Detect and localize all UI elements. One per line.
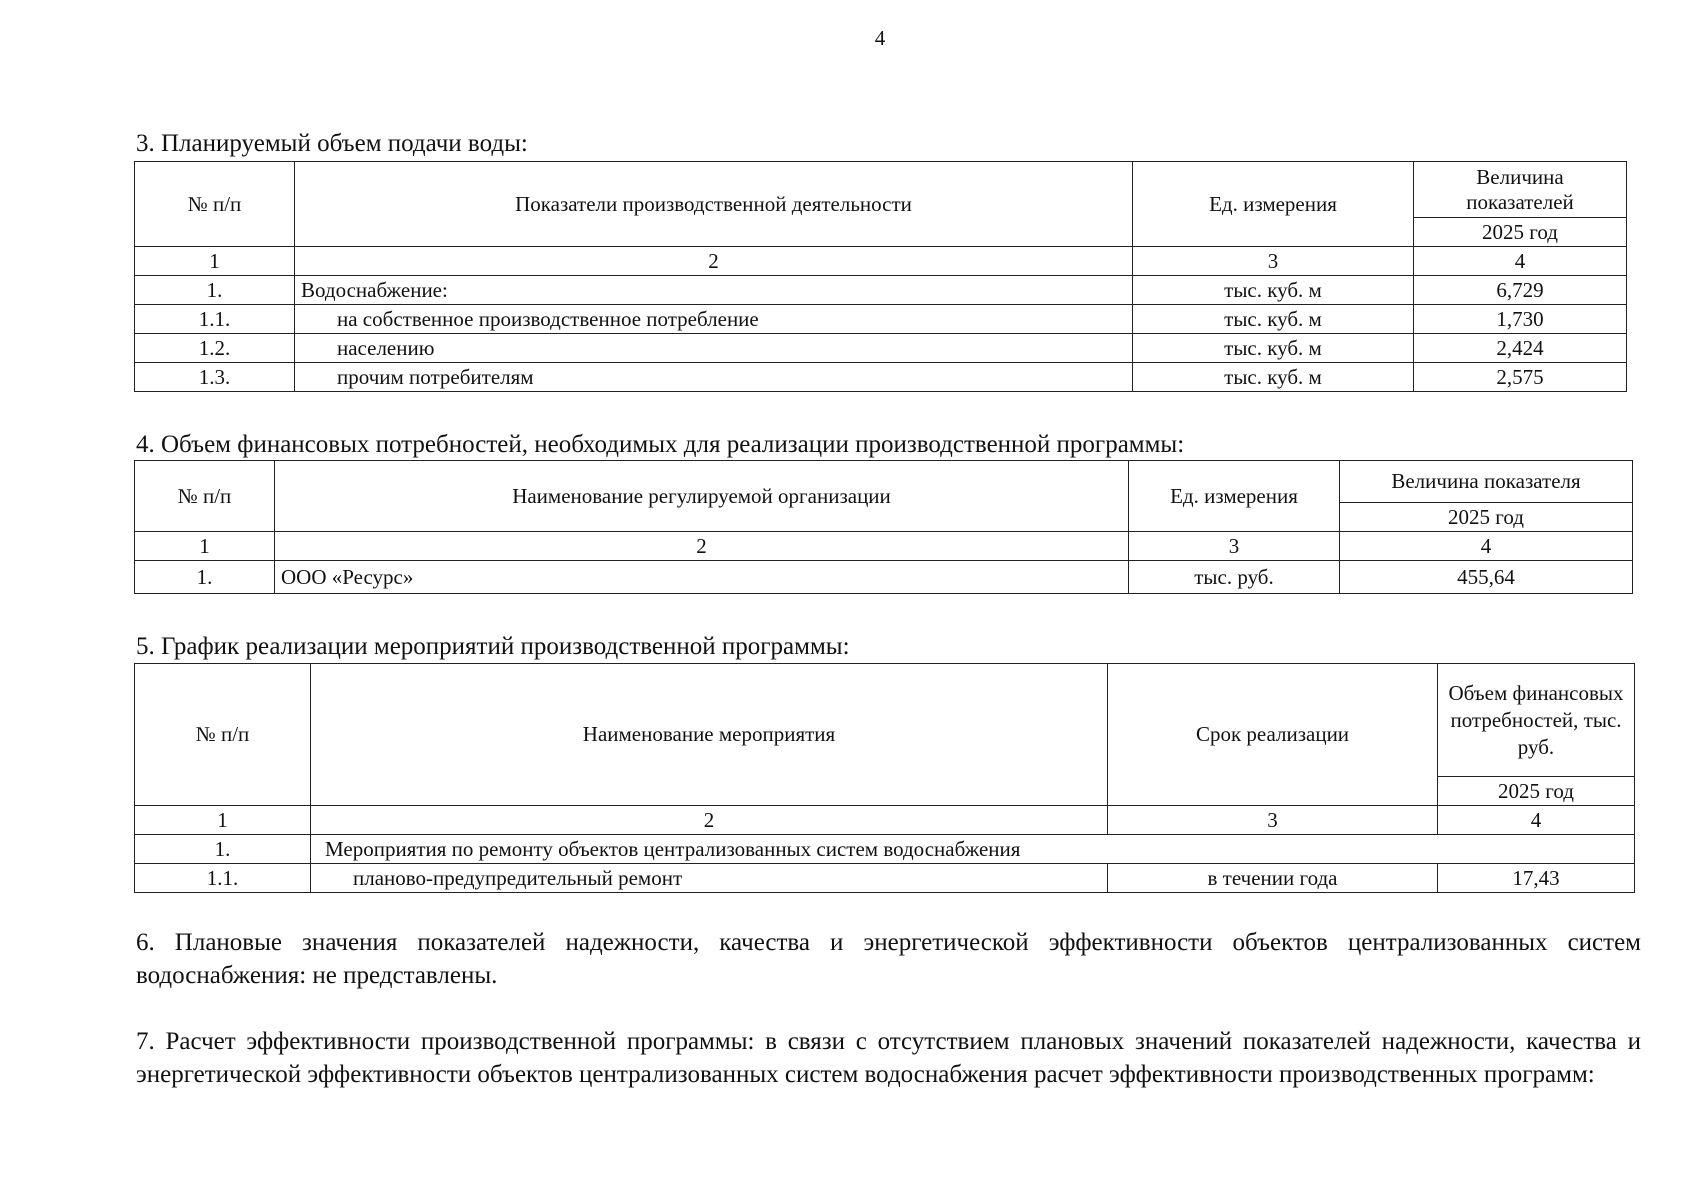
row-value: 6,729 xyxy=(1414,276,1627,305)
header-measure: Наименование мероприятия xyxy=(311,664,1108,806)
row-value: 2,424 xyxy=(1414,334,1627,363)
row-name: прочим потребителям xyxy=(295,363,1133,392)
header-num: № п/п xyxy=(135,461,275,532)
financial-needs-table xyxy=(134,460,1633,594)
table-row xyxy=(135,334,1627,363)
group-name: Мероприятия по ремонту объектов централизованных систем водоснабжения xyxy=(311,835,1635,864)
row-organization: ООО «Ресурс» xyxy=(275,561,1129,594)
row-num: 1. xyxy=(135,276,295,305)
row-num: 1.2. xyxy=(135,334,295,363)
section-6-text: 6. Плановые значения показателей надежности, качества и энергетической эффективности объектов централизованных систем водоснабжения: не представлены. xyxy=(136,929,1641,989)
water-supply-table xyxy=(134,161,1627,392)
column-number: 3 xyxy=(1133,247,1414,276)
header-unit: Ед. измерения xyxy=(1129,461,1340,532)
row-measure: планово-предупредительный ремонт xyxy=(311,864,1108,893)
header-year: 2025 год xyxy=(1340,503,1633,532)
row-unit: тыс. куб. м xyxy=(1133,305,1414,334)
row-name: населению xyxy=(295,334,1133,363)
header-indicator: Показатели производственной деятельности xyxy=(295,162,1133,247)
header-num: № п/п xyxy=(135,162,295,247)
row-name: на собственное производственное потребление xyxy=(295,305,1133,334)
header-organization: Наименование регулируемой организации xyxy=(275,461,1129,532)
column-number: 1 xyxy=(135,806,311,835)
column-number: 1 xyxy=(135,532,275,561)
table-row xyxy=(135,276,1627,305)
column-number: 2 xyxy=(275,532,1129,561)
header-value: Величина показателей xyxy=(1414,162,1627,218)
table-row xyxy=(135,363,1627,392)
section-5-title: 5. График реализации мероприятий производственной программы: xyxy=(136,633,850,660)
row-num: 1.3. xyxy=(135,363,295,392)
header-term: Срок реализации xyxy=(1108,664,1438,806)
table-row xyxy=(135,305,1627,334)
column-number: 4 xyxy=(1340,532,1633,561)
column-number: 1 xyxy=(135,247,295,276)
section-3-title: 3. Планируемый объем подачи воды: xyxy=(136,130,528,157)
column-number: 2 xyxy=(295,247,1133,276)
header-num: № п/п xyxy=(135,664,311,806)
row-unit: тыс. куб. м xyxy=(1133,276,1414,305)
page-number: 4 xyxy=(874,26,886,50)
header-year: 2025 год xyxy=(1414,218,1627,247)
row-name: Водоснабжение: xyxy=(295,276,1133,305)
header-value: Величина показателя xyxy=(1340,461,1633,503)
row-value: 17,43 xyxy=(1438,864,1635,893)
table-row xyxy=(135,561,1633,594)
column-number: 3 xyxy=(1108,806,1438,835)
measures-schedule-table xyxy=(134,663,1635,893)
section-7-text: 7. Расчет эффективности производственной программы: в связи с отсутствием плановых значений показателей надежности, качества и энергетической эффективности объектов централизованных систем водоснабжения расчет эффективности производственных программ: xyxy=(136,1028,1641,1088)
row-num: 1. xyxy=(135,561,275,594)
header-value: Объем финансовых потребностей, тыс. руб. xyxy=(1438,664,1635,777)
row-num: 1.1. xyxy=(135,864,311,893)
section-4-title: 4. Объем финансовых потребностей, необходимых для реализации производственной программы: xyxy=(136,431,1185,458)
table-group-row xyxy=(135,835,1635,864)
table-row xyxy=(135,864,1635,893)
row-unit: тыс. куб. м xyxy=(1133,363,1414,392)
column-number: 2 xyxy=(311,806,1108,835)
header-year: 2025 год xyxy=(1438,777,1635,806)
row-value: 455,64 xyxy=(1340,561,1633,594)
row-value: 1,730 xyxy=(1414,305,1627,334)
row-num: 1.1. xyxy=(135,305,295,334)
header-unit: Ед. измерения xyxy=(1133,162,1414,247)
column-number: 4 xyxy=(1438,806,1635,835)
column-number: 4 xyxy=(1414,247,1627,276)
row-unit: тыс. куб. м xyxy=(1133,334,1414,363)
column-number: 3 xyxy=(1129,532,1340,561)
group-num: 1. xyxy=(135,835,311,864)
row-value: 2,575 xyxy=(1414,363,1627,392)
row-term: в течении года xyxy=(1108,864,1438,893)
row-unit: тыс. руб. xyxy=(1129,561,1340,594)
